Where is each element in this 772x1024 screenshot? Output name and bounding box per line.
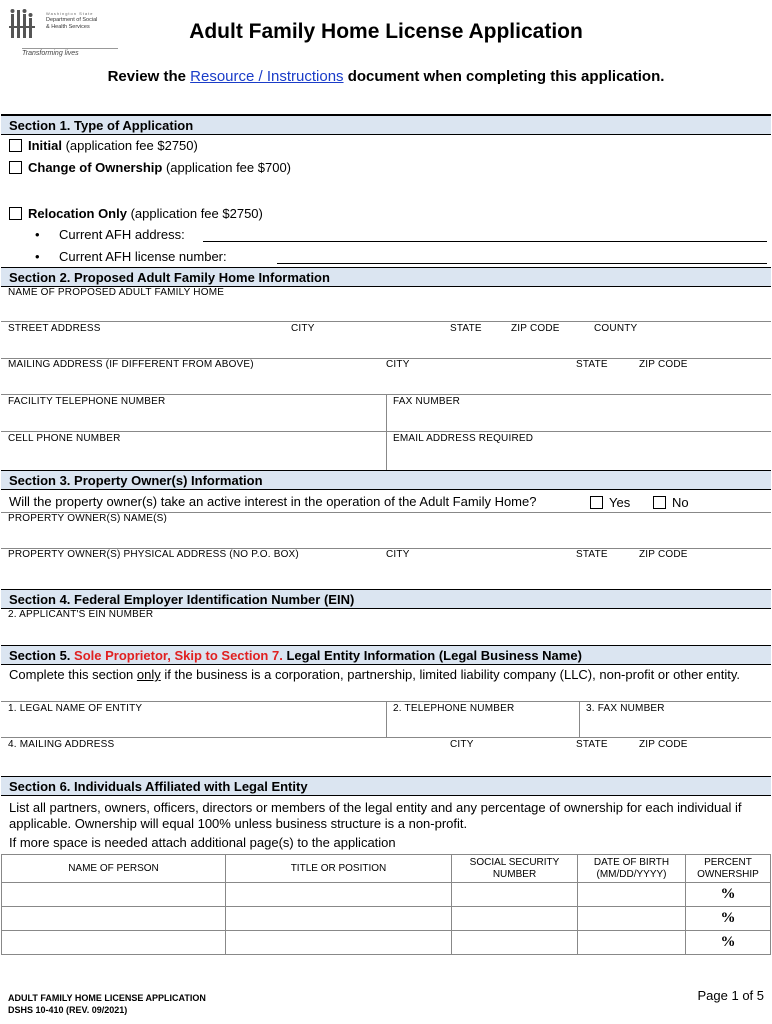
page-number: Page 1 of 5 bbox=[697, 988, 764, 1003]
city-label: CITY bbox=[291, 323, 315, 334]
percent-cell[interactable]: % bbox=[686, 883, 771, 907]
owner-zip-label: ZIP CODE bbox=[639, 549, 688, 560]
section-6-heading: Section 6. Individuals Affiliated with Legal Entity bbox=[1, 776, 771, 796]
review-prefix: Review the bbox=[107, 68, 186, 85]
table-header bbox=[2, 855, 771, 883]
mailing-city-label: CITY bbox=[386, 359, 410, 370]
mailing-state-label: STATE bbox=[576, 359, 608, 370]
mailing-address-label: MAILING ADDRESS (IF DIFFERENT FROM ABOVE) bbox=[8, 359, 254, 370]
street-address-label: STREET ADDRESS bbox=[8, 323, 101, 334]
entity-mailing-row[interactable] bbox=[1, 738, 771, 776]
change-ownership-checkbox[interactable] bbox=[9, 161, 22, 174]
entity-zip-label: ZIP CODE bbox=[639, 739, 688, 750]
col-percent-ownership: PERCENT OWNERSHIP bbox=[686, 855, 771, 883]
home-name-field[interactable] bbox=[1, 287, 771, 322]
owner-city-label: CITY bbox=[386, 549, 410, 560]
intro-only: only bbox=[136, 667, 161, 682]
section-4-heading: Section 4. Federal Employer Identification Number (EIN) bbox=[1, 589, 771, 609]
initial-fee: (application fee $2750) bbox=[65, 138, 198, 153]
intro-b: if the business is a corporation, partnership, limited liability company (LLC), non-profit or other entity. bbox=[164, 667, 741, 682]
no-label: No bbox=[672, 495, 689, 510]
mailing-zip-label: ZIP CODE bbox=[639, 359, 688, 370]
page-header bbox=[0, 0, 772, 110]
section-2-heading: Section 2. Proposed Adult Family Home Information bbox=[1, 267, 771, 287]
bullet: • bbox=[35, 227, 40, 242]
ssn-cell[interactable] bbox=[452, 907, 578, 931]
form-number: DSHS 10-410 (REV. 09/2021) bbox=[8, 1005, 128, 1015]
dob-cell[interactable] bbox=[578, 907, 686, 931]
entity-city-label: CITY bbox=[450, 739, 474, 750]
individuals-table bbox=[1, 854, 771, 955]
page-footer bbox=[0, 986, 772, 1024]
percent-cell[interactable]: % bbox=[686, 907, 771, 931]
section-1-heading: Section 1. Type of Application bbox=[1, 115, 771, 135]
col-ssn: SOCIAL SECURITY NUMBER bbox=[452, 855, 578, 883]
cell-email-row[interactable] bbox=[1, 432, 771, 470]
cell-phone-label: CELL PHONE NUMBER bbox=[8, 433, 121, 444]
divider bbox=[386, 702, 387, 737]
person-name-cell[interactable] bbox=[2, 931, 226, 955]
section-5-intro bbox=[1, 665, 771, 701]
intro-a: Complete this section bbox=[9, 667, 134, 682]
zip-label: ZIP CODE bbox=[511, 323, 560, 334]
ein-label: 2. APPLICANT'S EIN NUMBER bbox=[8, 609, 154, 620]
change-ownership-label: Change of Ownership bbox=[28, 160, 163, 175]
legal-name-label: 1. LEGAL NAME OF ENTITY bbox=[8, 703, 143, 714]
resource-instructions-link[interactable]: Resource / Instructions bbox=[190, 68, 344, 85]
sole-proprietor-note: Sole Proprietor, Skip to Section 7. bbox=[74, 648, 283, 663]
entity-state-label: STATE bbox=[576, 739, 608, 750]
relocation-checkbox[interactable] bbox=[9, 207, 22, 220]
dob-cell[interactable] bbox=[578, 883, 686, 907]
owner-names-field[interactable] bbox=[1, 512, 771, 549]
divider bbox=[386, 395, 387, 431]
person-name-cell[interactable] bbox=[2, 883, 226, 907]
current-afh-address-label: Current AFH address: bbox=[59, 227, 185, 242]
relocation-fee: (application fee $2750) bbox=[130, 206, 263, 221]
section-5-heading bbox=[1, 645, 771, 665]
col-dob: DATE OF BIRTH (MM/DD/YYYY) bbox=[578, 855, 686, 883]
title-cell[interactable] bbox=[226, 907, 452, 931]
col-title-position: TITLE OR POSITION bbox=[226, 855, 452, 883]
current-afh-license-label: Current AFH license number: bbox=[59, 249, 227, 264]
initial-checkbox[interactable] bbox=[9, 139, 22, 152]
section-3-heading: Section 3. Property Owner(s) Information bbox=[1, 470, 771, 490]
logo-tagline: Transforming lives bbox=[22, 48, 118, 57]
initial-label: Initial bbox=[28, 138, 62, 153]
ein-field[interactable] bbox=[1, 609, 771, 645]
mailing-address-row[interactable] bbox=[1, 359, 771, 395]
section-6-more-space: If more space is needed attach additional page(s) to the application bbox=[9, 835, 396, 850]
divider bbox=[386, 432, 387, 470]
option-initial bbox=[1, 135, 771, 157]
entity-fax-label: 3. FAX NUMBER bbox=[586, 703, 665, 714]
no-checkbox[interactable] bbox=[653, 496, 666, 509]
county-label: COUNTY bbox=[594, 323, 638, 334]
title-cell[interactable] bbox=[226, 883, 452, 907]
review-suffix: document when completing this application. bbox=[347, 68, 665, 85]
change-ownership-fee: (application fee $700) bbox=[165, 160, 291, 175]
table-row bbox=[2, 883, 771, 907]
form-name: ADULT FAMILY HOME LICENSE APPLICATION bbox=[8, 993, 206, 1003]
entity-telephone-label: 2. TELEPHONE NUMBER bbox=[393, 703, 515, 714]
active-interest-text: Will the property owner(s) take an active interest in the operation of the Adult Family Home? bbox=[9, 494, 537, 509]
current-afh-address-row bbox=[1, 225, 771, 247]
form-identifier bbox=[8, 992, 206, 1016]
entity-mailing-label: 4. MAILING ADDRESS bbox=[8, 739, 115, 750]
logo-org-line2: & Health Services bbox=[46, 24, 90, 30]
current-afh-address-field[interactable] bbox=[203, 241, 767, 242]
active-interest-question bbox=[1, 490, 771, 512]
yes-label: Yes bbox=[609, 495, 631, 510]
ssn-cell[interactable] bbox=[452, 883, 578, 907]
col-name-of-person: NAME OF PERSON bbox=[2, 855, 226, 883]
legal-entity-row[interactable] bbox=[1, 701, 771, 738]
owner-address-row[interactable] bbox=[1, 549, 771, 589]
table-row bbox=[2, 931, 771, 955]
fax-label: FAX NUMBER bbox=[393, 396, 461, 407]
street-address-row[interactable] bbox=[1, 322, 771, 359]
current-afh-license-row bbox=[1, 247, 771, 267]
divider bbox=[579, 702, 580, 737]
ssn-cell[interactable] bbox=[452, 931, 578, 955]
current-afh-license-field[interactable] bbox=[277, 263, 767, 264]
review-instructions bbox=[0, 68, 772, 85]
option-relocation bbox=[1, 203, 771, 225]
bullet: • bbox=[35, 249, 40, 264]
section-6-intro: List all partners, owners, officers, directors or members of the legal entity and any percentage of ownership for each individual if applicable. Ownership will equal 100% unless business structure is a non-profit. bbox=[9, 800, 742, 831]
email-label: EMAIL ADDRESS REQUIRED bbox=[393, 433, 534, 444]
owner-state-label: STATE bbox=[576, 549, 608, 560]
relocation-label: Relocation Only bbox=[28, 206, 127, 221]
percent-cell[interactable]: % bbox=[686, 931, 771, 955]
section-5-title: Legal Entity Information (Legal Business Name) bbox=[286, 648, 582, 663]
person-name-cell[interactable] bbox=[2, 907, 226, 931]
application-form bbox=[1, 114, 771, 955]
option-change-ownership bbox=[1, 157, 771, 203]
owner-names-label: PROPERTY OWNER(S) NAME(S) bbox=[8, 513, 168, 524]
yes-checkbox[interactable] bbox=[590, 496, 603, 509]
page-title: Adult Family Home License Application bbox=[189, 20, 583, 43]
section-5-prefix: Section 5. bbox=[9, 648, 71, 663]
logo-state: Washington State bbox=[46, 11, 94, 16]
title-cell[interactable] bbox=[226, 931, 452, 955]
state-label: STATE bbox=[450, 323, 482, 334]
logo-org-line1: Department of Social bbox=[46, 17, 98, 23]
home-name-label: NAME OF PROPOSED ADULT FAMILY HOME bbox=[8, 287, 225, 298]
table-row bbox=[2, 907, 771, 931]
dob-cell[interactable] bbox=[578, 931, 686, 955]
facility-phone-label: FACILITY TELEPHONE NUMBER bbox=[8, 396, 166, 407]
phone-fax-row[interactable] bbox=[1, 395, 771, 432]
owner-address-label: PROPERTY OWNER(S) PHYSICAL ADDRESS (NO P.O. BOX) bbox=[8, 549, 299, 560]
